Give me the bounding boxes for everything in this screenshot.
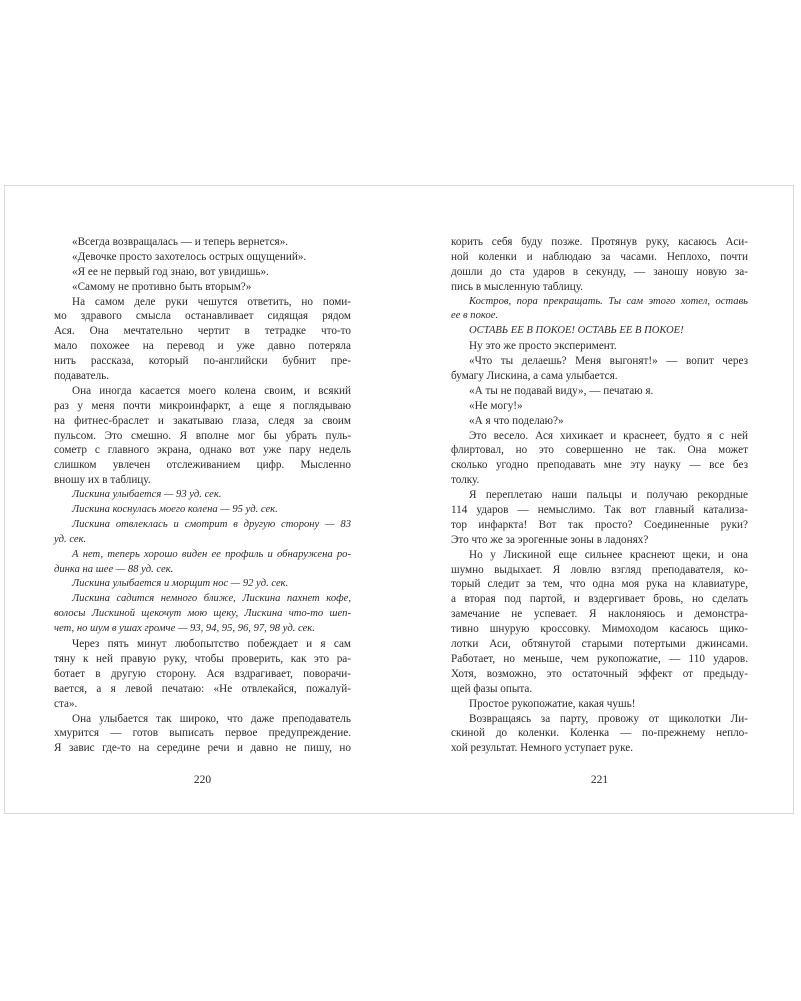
text-line: хой результат. Немного уступает руке.: [451, 742, 633, 755]
text-line: Но у Лискиной еще сильнее краснеют щеки, и она: [469, 548, 748, 561]
text-line: Лискина коснулась моего колена — 95 уд. сек.: [72, 504, 278, 516]
text-line: 114 ударов — немыслимо. Так вот главный катализа-: [451, 504, 748, 517]
text-line: «А ты не подавай виду», — печатаю я.: [469, 384, 654, 397]
text-line: Я завис где-то на середине речи и давно не пишу, но: [54, 742, 351, 755]
text-line: «Всегда возвращалась — и теперь вернется».: [72, 236, 289, 248]
page-number-left: 220: [193, 774, 212, 786]
text-line: раз у меня почти микроинфаркт, а еще я поглядываю: [54, 399, 351, 412]
paragraph: [451, 548, 748, 697]
text-line: корить себя буду позже. Протянув руку, касаюсь Аси-: [451, 236, 748, 248]
text-line: ее в покое.: [451, 310, 499, 322]
text-line: нить рассказа, который по-английски бубнит пре-: [54, 355, 351, 368]
text-line: ОСТАВЬ ЕЕ В ПОКОЕ! ОСТАВЬ ЕЕ В ПОКОЕ!: [469, 325, 684, 337]
text-line: Возвращаясь за парту, провожу от щиколотки Ли-: [469, 712, 748, 725]
text-line: тор инфаркта! Вот так просто? Соединенные руки?: [451, 518, 748, 531]
paragraph: [54, 637, 351, 711]
paragraph: [54, 235, 351, 250]
text-line: хмурится — готов выписать первое предупреждение.: [54, 727, 351, 740]
paragraph: [451, 354, 748, 384]
text-line: ста».: [54, 697, 78, 710]
text-line: скиной до коленки. Коленка — по-прежнему непло-: [451, 727, 748, 740]
text-line: «Девочке просто захотелось острых ощущений».: [72, 250, 307, 263]
text-line: Лискина улыбается — 93 уд. сек.: [72, 489, 222, 501]
text-line: ботает в другую сторону. Ася вздрагивает, поворачи-: [54, 667, 351, 680]
text-line: на фитнес-браслет и закатываю глаза, следя за своим: [54, 414, 351, 427]
text-line: ной коленки и наблюдаю за часами. Неплохо, почти: [451, 250, 748, 263]
text-line: Она улыбается так широко, что даже преподаватель: [72, 712, 351, 725]
paragraph: [54, 384, 351, 488]
text-line: бумагу Лискина, а сама улыбается.: [451, 370, 618, 383]
text-line: «Не могу!»: [469, 399, 523, 412]
text-line: Я переплетаю наши пальцы и получаю рекордные: [469, 489, 748, 502]
text-line: «Самому не противно быть вторым?»: [72, 280, 252, 293]
text-line: пульсом. Это смешно. Я вполне мог бы убрать пуль-: [54, 429, 351, 442]
text-line: Это весело. Ася хихикает и краснеет, будто я с ней: [469, 429, 748, 442]
paragraph: [451, 429, 748, 489]
text-line: уд. сек.: [54, 533, 87, 545]
text-line: тивно шнурую кроссовку. Мимоходом касаюсь щико-: [451, 623, 748, 636]
text-line: мо здравого смысла останавливает сидящая рядом: [54, 310, 351, 323]
text-line: дошли до ста ударов в секунду, — заношу новую за-: [451, 265, 748, 278]
text-line: флиртовал, но это совершенно не так. Она может: [451, 444, 748, 457]
text-line: Лискина улыбается и морщит нос — 92 уд. сек.: [72, 578, 289, 590]
text-line: щей фазы опыта.: [451, 682, 533, 695]
paragraph: [451, 488, 748, 548]
text-line: волосы Лискиной щекочут мою щеку, Лискина что-то шеп-: [54, 608, 351, 620]
italic-paragraph: [451, 324, 748, 339]
paragraph: [451, 414, 748, 429]
text-line: пись в мысленную таблицу.: [451, 280, 583, 293]
text-line: Она иногда касается моего колена своим, и всякий: [72, 384, 351, 397]
paragraph: [451, 712, 748, 757]
text-line: Простое рукопожатие, какая чушь!: [469, 697, 636, 710]
text-line: сколько угодно преподавать мне эту науку — все без: [451, 459, 748, 472]
paragraph: [451, 384, 748, 399]
text-line: торый следит за тем, что одна моя рука на клавиатуре,: [451, 578, 748, 591]
text-line: Костров, пора прекращать. Ты сам этого хотел, оставь: [469, 295, 748, 307]
text-line: динка на шее — 88 уд. сек.: [54, 563, 174, 575]
text-line: Ася. Она мечтательно чертит в тетрадке что-то: [54, 325, 351, 338]
text-line: замечание не успевает. Я наклоняюсь и демонстра-: [451, 608, 748, 621]
text-line: Лискина садится немного ближе, Лискина пахнет кофе,: [72, 593, 351, 605]
text-line: лотки Аси, обтянутой старыми потертыми джинсами.: [451, 638, 748, 651]
italic-paragraph: [54, 577, 351, 592]
text-line: вается, а я левой печатаю: «Не отвлекайся, пожалуй-: [54, 682, 351, 695]
italic-paragraph: [54, 518, 351, 548]
text-line: «Я ее не первый год знаю, вот увидишь».: [72, 265, 269, 278]
text-line: шумно выдыхает. Я ловлю взгляд преподавателя, ко-: [451, 563, 748, 576]
page-number-right: 221: [590, 774, 609, 786]
text-line: На самом деле руки чешутся ответить, но поми-: [72, 295, 351, 308]
paragraph: [54, 265, 351, 280]
text-line: Через пять минут любопытство побеждает и я сам: [72, 638, 351, 651]
italic-paragraph: [54, 548, 351, 578]
text-line: Работает, но меньше, чем рукопожатие, — 110 ударов.: [451, 652, 748, 665]
text-line: А нет, теперь хорошо виден ее профиль и обнаружена ро-: [72, 548, 351, 560]
text-line: Хотя, возможно, это остаточный эффект от предыду-: [451, 667, 748, 680]
text-line: толку.: [451, 474, 480, 487]
paragraph: [451, 399, 748, 414]
paragraph: [451, 235, 748, 295]
text-line: Ну это же просто эксперимент.: [469, 340, 617, 353]
paragraph: [451, 339, 748, 354]
paragraph: [54, 280, 351, 295]
text-line: «А я что поделаю?»: [469, 414, 564, 427]
paragraph: [54, 712, 351, 757]
paragraph: [54, 295, 351, 384]
text-line: тяну к ней правую руку, чтобы проверить, как это ра-: [54, 652, 351, 665]
page-left-text: [54, 235, 351, 756]
paragraph: [54, 250, 351, 265]
italic-paragraph: [54, 488, 351, 503]
text-line: Лискина отвлеклась и смотрит в другую сторону — 83: [72, 518, 351, 530]
text-line: Это что же за эрогенные зоны в ладонях?: [451, 533, 649, 546]
text-line: чет, но шум в ушах громче — 93, 94, 95, 96, 97, 98 уд. сек.: [54, 623, 315, 635]
italic-paragraph: [54, 592, 351, 637]
italic-paragraph: [451, 295, 748, 325]
text-line: слишком увлечен отслеживанием цифр. Мысленно: [54, 459, 351, 472]
text-line: сометр с главного экрана, однако вот уже пару недель: [54, 444, 351, 457]
paragraph: [451, 697, 748, 712]
text-line: «Что ты делаешь? Меня выгонят!» — вопит через: [469, 355, 748, 368]
text-line: подаватель.: [54, 370, 110, 383]
text-line: мало похожее на перевод и уже давно потеряла: [54, 340, 351, 353]
text-line: а вторая под партой, и вздергивает бровь, но сделать: [451, 593, 748, 606]
italic-paragraph: [54, 503, 351, 518]
page-right-text: [451, 235, 748, 756]
text-line: вношу их в таблицу.: [54, 474, 151, 487]
